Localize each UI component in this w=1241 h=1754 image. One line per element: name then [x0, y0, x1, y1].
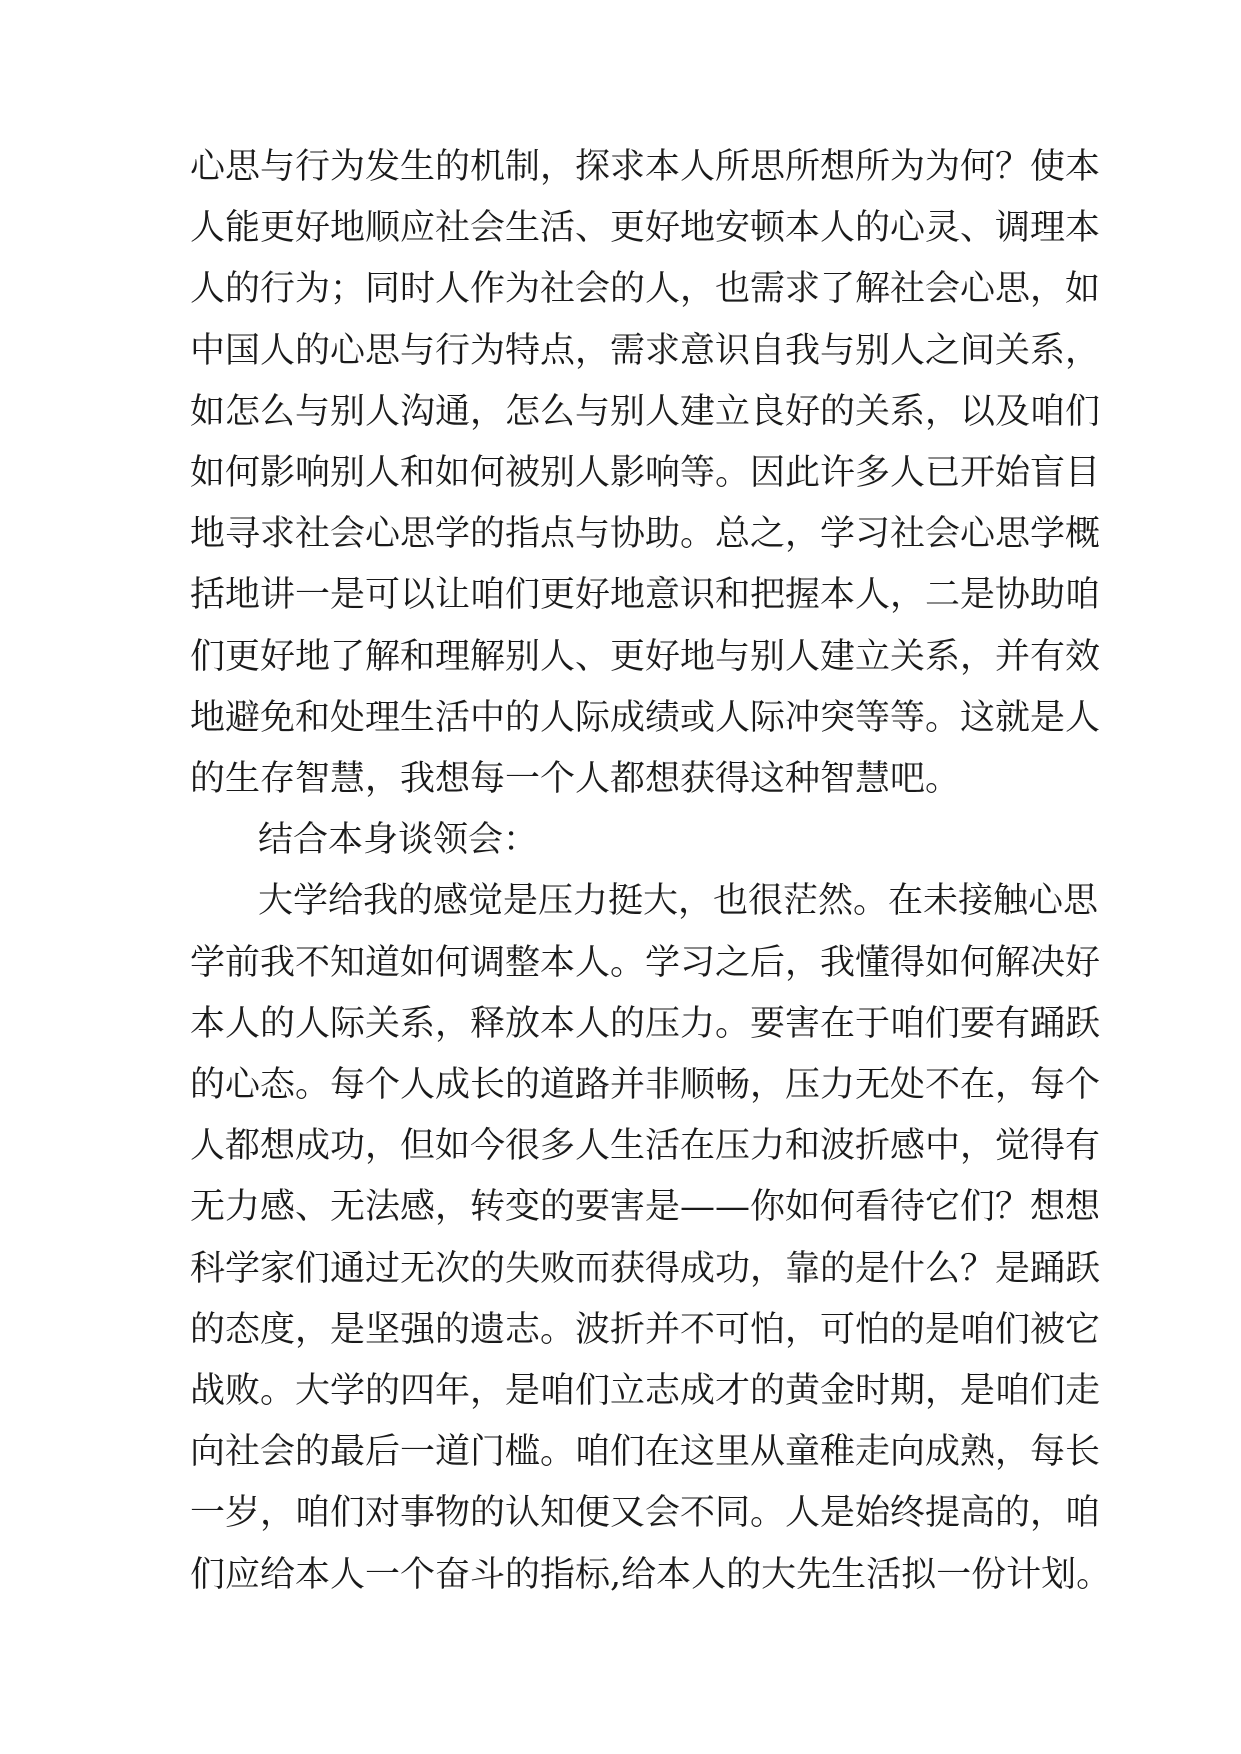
text-line: 如何影响别人和如何被别人影响等。因此许多人已开始盲目: [190, 453, 1101, 493]
text-line: 无力感、无法感，转变的要害是——你如何看待它们？想想: [190, 1187, 1101, 1228]
text-line: 向社会的最后一道门槛。咱们在这里从童稚走向成熟，每长: [190, 1432, 1101, 1473]
text-line: 人都想成功，但如今很多人生活在压力和波折感中，觉得有: [190, 1126, 1101, 1167]
text-line: 结合本身谈领会：: [258, 820, 539, 861]
text-line: 地寻求社会心思学的指点与协助。总之，学习社会心思学概: [190, 514, 1101, 555]
text-line: 如怎么与别人沟通，怎么与别人建立良好的关系，以及咱们: [190, 391, 1101, 432]
text-line: 人能更好地顺应社会生活、更好地安顿本人的心灵、调理本: [190, 208, 1101, 249]
text-line: 们更好地了解和理解别人、更好地与别人建立关系，并有效: [190, 636, 1101, 677]
text-line: 本人的人际关系，释放本人的压力。要害在于咱们要有踊跃: [190, 1003, 1101, 1044]
text-line: 一岁，咱们对事物的认知便又会不同。人是始终提高的，咱: [190, 1493, 1101, 1534]
text-line: 括地讲一是可以让咱们更好地意识和把握本人，二是协助咱: [190, 575, 1101, 616]
text-line: 科学家们通过无次的失败而获得成功，靠的是什么？是踊跃: [190, 1248, 1101, 1289]
text-line: 们应给本人一个奋斗的指标,给本人的大先生活拟一份计划。: [190, 1554, 1112, 1595]
text-line: 心思与行为发生的机制，探求本人所思所想所为为何？使本: [190, 147, 1101, 187]
text-line: 的心态。每个人成长的道路并非顺畅，压力无处不在，每个: [190, 1065, 1101, 1105]
text-line: 大学给我的感觉是压力挺大，也很茫然。在未接触心思: [258, 881, 1099, 922]
text-line: 中国人的心思与行为特点，需求意识自我与别人之间关系，: [190, 330, 1101, 371]
text-line: 的态度，是坚强的遗志。波折并不可怕，可怕的是咱们被它: [190, 1309, 1101, 1350]
text-line: 地避免和处理生活中的人际成绩或人际冲突等等。这就是人: [190, 697, 1101, 738]
text-line: 人的行为；同时人作为社会的人，也需求了解社会心思，如: [190, 269, 1101, 310]
text-line: 战败。大学的四年，是咱们立志成才的黄金时期，是咱们走: [190, 1371, 1101, 1411]
text-line: 学前我不知道如何调整本人。学习之后，我懂得如何解决好: [190, 942, 1101, 983]
text-line: 的生存智慧，我想每一个人都想获得这种智慧吧。: [190, 759, 961, 799]
